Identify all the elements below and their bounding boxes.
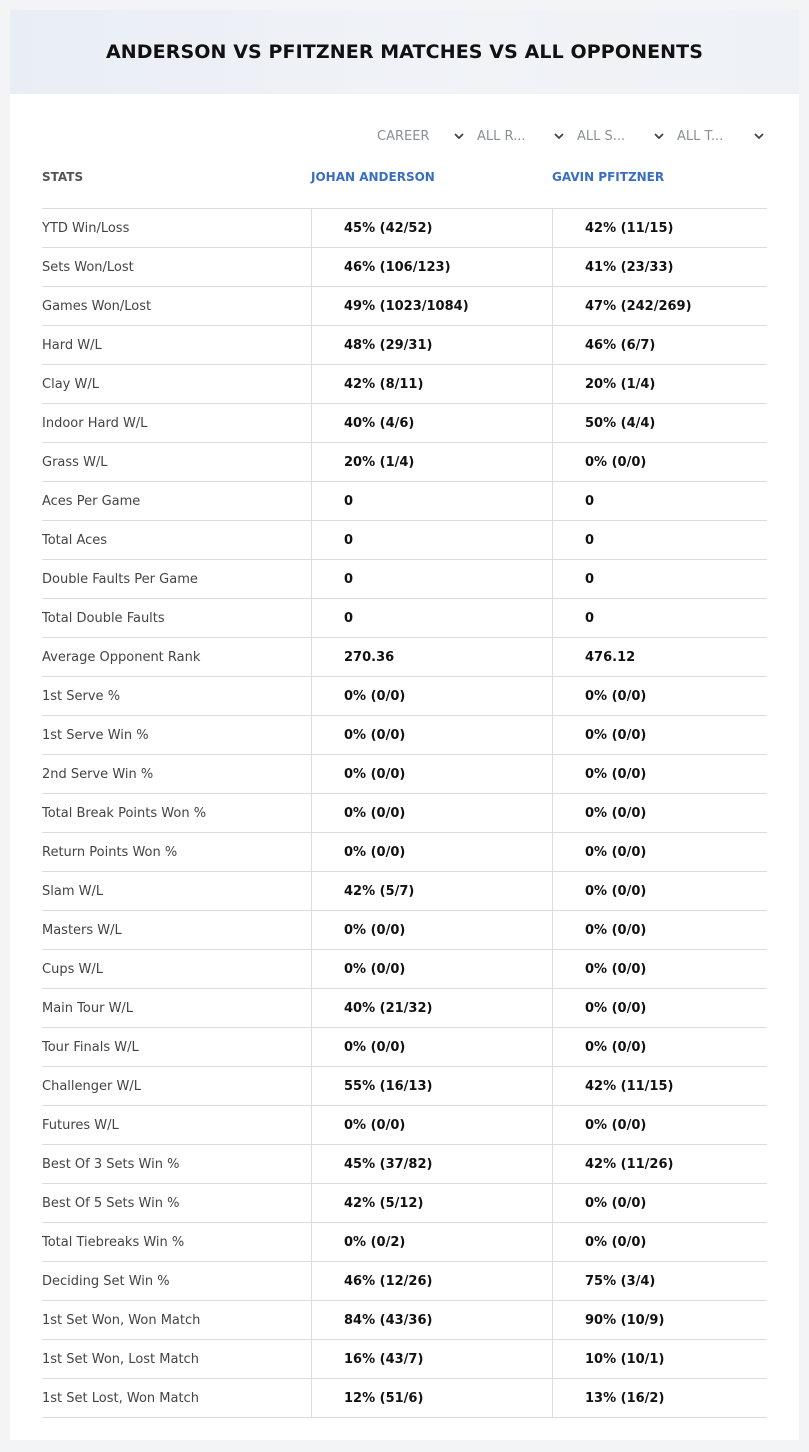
player2-stat-value: 0% (0/0) — [552, 716, 767, 754]
player1-stat-value: 0 — [311, 482, 552, 520]
table-row — [42, 1067, 767, 1106]
stat-label: Total Tiebreaks Win % — [42, 1235, 185, 1250]
player2-stat-value: 13% (16/2) — [552, 1379, 767, 1417]
stat-label: 1st Set Lost, Won Match — [42, 1391, 199, 1406]
table-row — [42, 794, 767, 833]
stats-column-header: STATS — [42, 170, 84, 184]
filter-surface-select[interactable] — [571, 126, 666, 146]
chevron-down-icon — [552, 129, 566, 143]
player1-stat-value: 0% (0/0) — [311, 1028, 552, 1066]
player1-stat-value: 42% (5/12) — [311, 1184, 552, 1222]
table-row — [42, 1223, 767, 1262]
player1-stat-value: 42% (8/11) — [311, 365, 552, 403]
player2-stat-value: 0 — [552, 521, 767, 559]
stat-label: 1st Set Won, Won Match — [42, 1313, 201, 1328]
player1-stat-value: 0 — [311, 521, 552, 559]
player1-column-header[interactable]: JOHAN ANDERSON — [311, 170, 435, 184]
stat-label: Masters W/L — [42, 923, 122, 938]
player1-stat-value: 0% (0/0) — [311, 950, 552, 988]
filter-tournament-select[interactable] — [671, 126, 766, 146]
table-row — [42, 989, 767, 1028]
player1-stat-value: 48% (29/31) — [311, 326, 552, 364]
filter-career-select[interactable] — [371, 126, 466, 146]
table-row — [42, 1145, 767, 1184]
stat-label: Best Of 3 Sets Win % — [42, 1157, 180, 1172]
table-row — [42, 1028, 767, 1067]
player2-column-header[interactable]: GAVIN PFITZNER — [552, 170, 665, 184]
player1-stat-value: 0 — [311, 560, 552, 598]
stat-label: Hard W/L — [42, 338, 102, 353]
table-row — [42, 287, 767, 326]
player2-stat-value: 42% (11/15) — [552, 209, 767, 247]
stat-label: Clay W/L — [42, 377, 99, 392]
player1-stat-value: 0% (0/0) — [311, 794, 552, 832]
stats-table — [42, 208, 767, 1418]
stat-label: Total Double Faults — [42, 611, 165, 626]
table-row — [42, 1262, 767, 1301]
player1-stat-value: 40% (4/6) — [311, 404, 552, 442]
player1-stat-value: 45% (37/82) — [311, 1145, 552, 1183]
player1-stat-value: 42% (5/7) — [311, 872, 552, 910]
player1-stat-value: 0 — [311, 599, 552, 637]
player2-stat-value: 0 — [552, 482, 767, 520]
player2-stat-value: 42% (11/26) — [552, 1145, 767, 1183]
table-row — [42, 1184, 767, 1223]
player1-stat-value: 84% (43/36) — [311, 1301, 552, 1339]
stat-label: Slam W/L — [42, 884, 104, 899]
table-row — [42, 1301, 767, 1340]
player2-stat-value: 0% (0/0) — [552, 911, 767, 949]
table-row — [42, 599, 767, 638]
player2-stat-value: 41% (23/33) — [552, 248, 767, 286]
player2-stat-value: 0% (0/0) — [552, 443, 767, 481]
player2-stat-value: 10% (10/1) — [552, 1340, 767, 1378]
player1-stat-value: 46% (106/123) — [311, 248, 552, 286]
player2-stat-value: 46% (6/7) — [552, 326, 767, 364]
table-row — [42, 560, 767, 599]
table-row — [42, 404, 767, 443]
player1-stat-value: 0% (0/0) — [311, 677, 552, 715]
player2-stat-value: 0% (0/0) — [552, 755, 767, 793]
stat-label: Grass W/L — [42, 455, 108, 470]
stat-label: Total Break Points Won % — [42, 806, 207, 821]
chevron-down-icon — [452, 129, 466, 143]
player2-stat-value: 90% (10/9) — [552, 1301, 767, 1339]
filter-round-select[interactable] — [471, 126, 566, 146]
stat-label: Challenger W/L — [42, 1079, 141, 1094]
stat-label: Cups W/L — [42, 962, 103, 977]
player2-stat-value: 0% (0/0) — [552, 872, 767, 910]
page-title: ANDERSON VS PFITZNER MATCHES VS ALL OPPONENTS — [105, 41, 704, 63]
chevron-down-icon — [652, 129, 666, 143]
player2-stat-value: 47% (242/269) — [552, 287, 767, 325]
player1-stat-value: 46% (12/26) — [311, 1262, 552, 1300]
stats-card — [10, 10, 799, 1440]
stat-label: 1st Set Won, Lost Match — [42, 1352, 199, 1367]
filter-label: CAREER — [377, 128, 430, 144]
stat-label: YTD Win/Loss — [42, 221, 130, 236]
table-row — [42, 716, 767, 755]
player2-stat-value: 0% (0/0) — [552, 833, 767, 871]
table-row — [42, 677, 767, 716]
table-row — [42, 911, 767, 950]
player1-stat-value: 0% (0/0) — [311, 911, 552, 949]
table-row — [42, 365, 767, 404]
player2-stat-value: 0% (0/0) — [552, 677, 767, 715]
player1-stat-value: 12% (51/6) — [311, 1379, 552, 1417]
stat-label: 1st Serve Win % — [42, 728, 149, 743]
filter-label: ALL R... — [477, 128, 526, 144]
player2-stat-value: 50% (4/4) — [552, 404, 767, 442]
table-row — [42, 755, 767, 794]
filter-bar — [366, 126, 766, 146]
table-row — [42, 482, 767, 521]
stat-label: Main Tour W/L — [42, 1001, 134, 1016]
stat-label: Best Of 5 Sets Win % — [42, 1196, 180, 1211]
stat-label: Sets Won/Lost — [42, 260, 134, 275]
stat-label: 2nd Serve Win % — [42, 767, 154, 782]
table-row — [42, 521, 767, 560]
table-row — [42, 326, 767, 365]
player2-stat-value: 0% (0/0) — [552, 1223, 767, 1261]
table-row — [42, 950, 767, 989]
table-row — [42, 1379, 767, 1418]
player2-stat-value: 0% (0/0) — [552, 989, 767, 1027]
stat-label: Games Won/Lost — [42, 299, 152, 314]
player1-stat-value: 40% (21/32) — [311, 989, 552, 1027]
table-row — [42, 833, 767, 872]
table-row — [42, 872, 767, 911]
table-row — [42, 209, 767, 248]
player1-stat-value: 0% (0/0) — [311, 716, 552, 754]
player2-stat-value: 0 — [552, 599, 767, 637]
player1-stat-value: 0% (0/0) — [311, 833, 552, 871]
table-row — [42, 1340, 767, 1379]
player2-stat-value: 0% (0/0) — [552, 1028, 767, 1066]
player2-stat-value: 0% (0/0) — [552, 794, 767, 832]
player2-stat-value: 75% (3/4) — [552, 1262, 767, 1300]
player1-stat-value: 0% (0/0) — [311, 1106, 552, 1144]
player1-stat-value: 0% (0/2) — [311, 1223, 552, 1261]
player1-stat-value: 270.36 — [311, 638, 552, 676]
player2-stat-value: 0% (0/0) — [552, 1106, 767, 1144]
header-banner — [10, 10, 799, 94]
table-row — [42, 443, 767, 482]
stat-label: Double Faults Per Game — [42, 572, 198, 587]
stat-label: Average Opponent Rank — [42, 650, 201, 665]
stat-label: Indoor Hard W/L — [42, 416, 148, 431]
player1-stat-value: 16% (43/7) — [311, 1340, 552, 1378]
stat-label: Aces Per Game — [42, 494, 141, 509]
filter-label: ALL T... — [677, 128, 724, 144]
stat-label: Return Points Won % — [42, 845, 178, 860]
player1-stat-value: 0% (0/0) — [311, 755, 552, 793]
table-row — [42, 638, 767, 677]
player2-stat-value: 20% (1/4) — [552, 365, 767, 403]
stat-label: Futures W/L — [42, 1118, 119, 1133]
table-row — [42, 1106, 767, 1145]
filter-label: ALL S... — [577, 128, 626, 144]
stat-label: Deciding Set Win % — [42, 1274, 170, 1289]
player2-stat-value: 0% (0/0) — [552, 950, 767, 988]
chevron-down-icon — [752, 129, 766, 143]
stat-label: 1st Serve % — [42, 689, 121, 704]
player2-stat-value: 0 — [552, 560, 767, 598]
table-row — [42, 248, 767, 287]
player1-stat-value: 20% (1/4) — [311, 443, 552, 481]
player2-stat-value: 42% (11/15) — [552, 1067, 767, 1105]
player1-stat-value: 45% (42/52) — [311, 209, 552, 247]
player1-stat-value: 55% (16/13) — [311, 1067, 552, 1105]
player2-stat-value: 0% (0/0) — [552, 1184, 767, 1222]
player1-stat-value: 49% (1023/1084) — [311, 287, 552, 325]
stat-label: Total Aces — [42, 533, 108, 548]
stat-label: Tour Finals W/L — [42, 1040, 139, 1055]
player2-stat-value: 476.12 — [552, 638, 767, 676]
